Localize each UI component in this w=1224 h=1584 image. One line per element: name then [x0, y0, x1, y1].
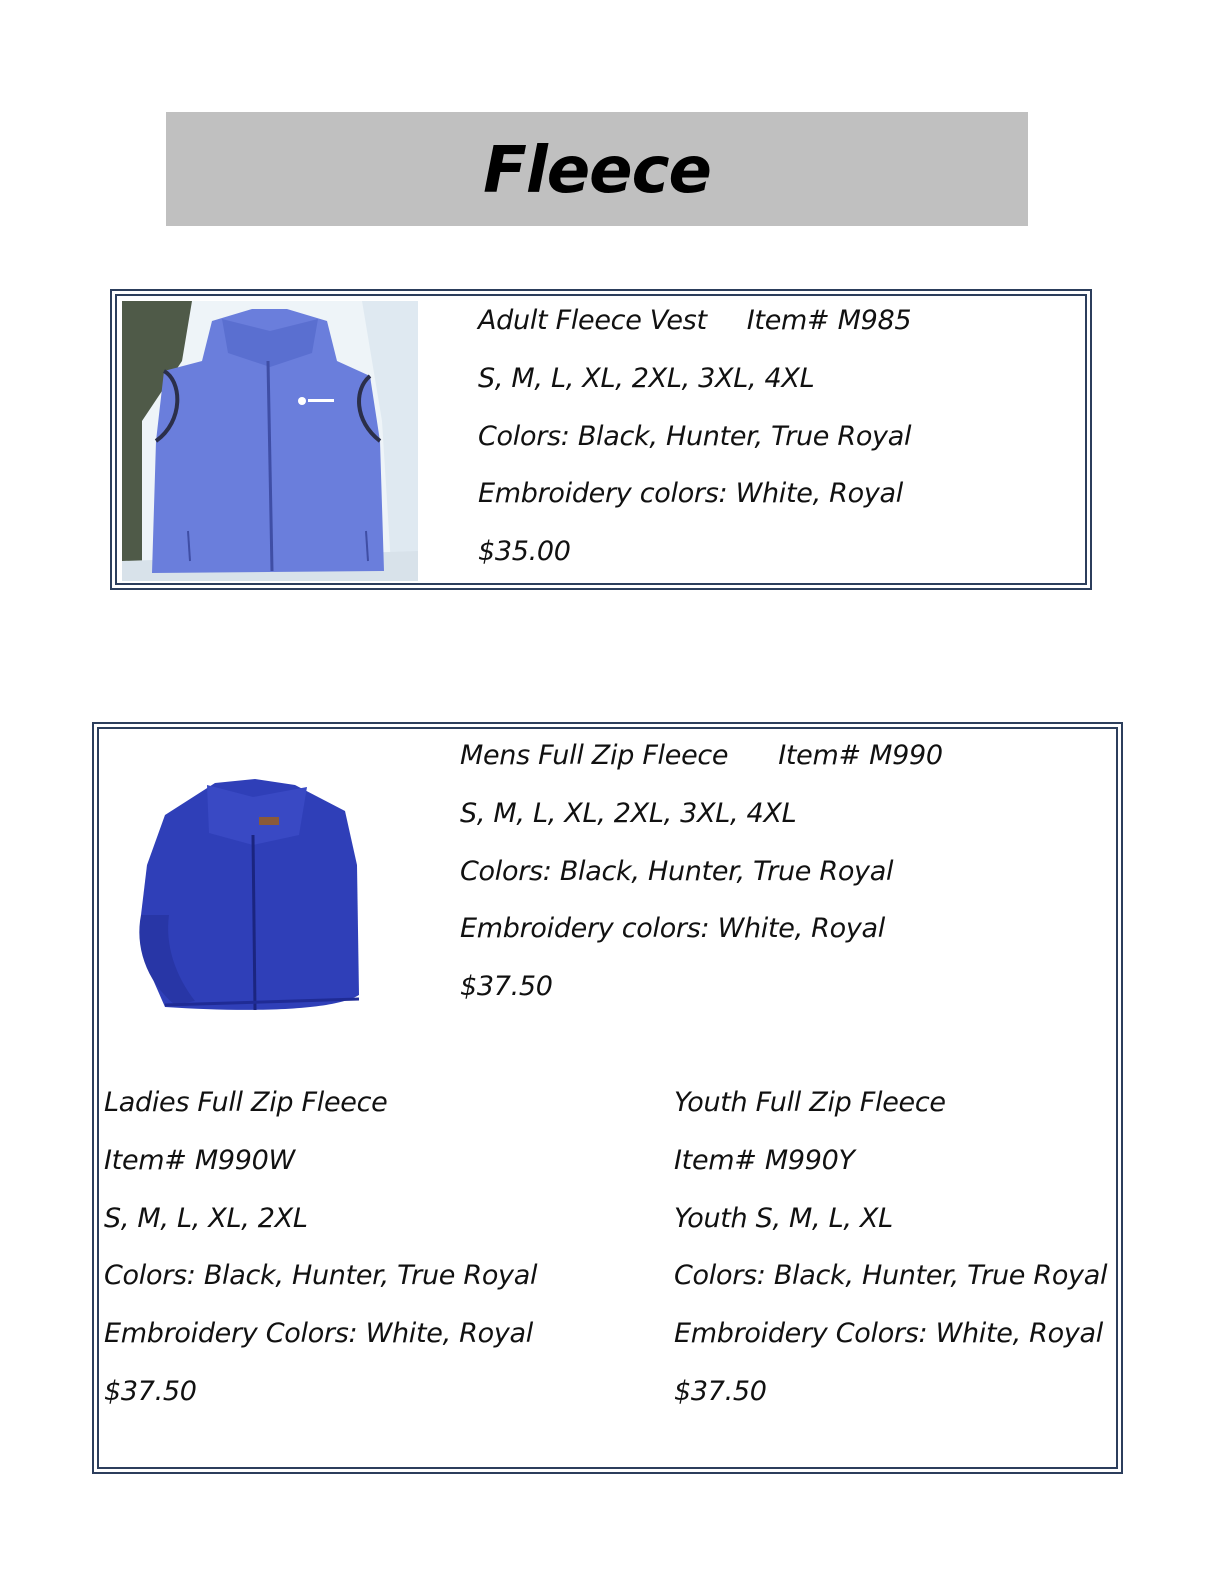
youth-details	[674, 1074, 1107, 1421]
mens-title-line	[460, 727, 943, 785]
mens-price: $37.50	[460, 971, 553, 1003]
vest-details	[478, 292, 911, 581]
vest-title-line	[478, 292, 911, 350]
mens-details	[460, 727, 943, 1016]
fleece-jacket-photo	[135, 775, 365, 1020]
ladies-details	[104, 1074, 537, 1421]
vest-name: Adult Fleece Vest	[478, 305, 707, 336]
mens-embroidery: Embroidery colors: White, Royal	[460, 913, 885, 945]
mens-colors: Colors: Black, Hunter, True Royal	[460, 855, 894, 887]
vest-colors: Colors: Black, Hunter, True Royal	[478, 420, 912, 452]
ladies-name: Ladies Full Zip Fleece	[104, 1087, 388, 1118]
mens-sizes: S, M, L, XL, 2XL, 3XL, 4XL	[460, 797, 797, 829]
ladies-price: $37.50	[104, 1375, 197, 1407]
youth-embroidery: Embroidery Colors: White, Royal	[674, 1318, 1103, 1350]
youth-name: Youth Full Zip Fleece	[674, 1087, 946, 1118]
vest-item-number: Item# M985	[746, 305, 912, 336]
mens-name: Mens Full Zip Fleece	[460, 740, 729, 771]
mens-item-number: Item# M990	[778, 740, 943, 771]
vest-sizes: S, M, L, XL, 2XL, 3XL, 4XL	[478, 362, 815, 394]
page-title: Fleece	[483, 134, 711, 208]
vest-price: $35.00	[478, 536, 571, 568]
ladies-sizes: S, M, L, XL, 2XL	[104, 1202, 308, 1234]
youth-sizes: Youth S, M, L, XL	[674, 1202, 893, 1234]
ladies-colors: Colors: Black, Hunter, True Royal	[104, 1260, 538, 1292]
youth-colors: Colors: Black, Hunter, True Royal	[674, 1260, 1108, 1292]
ladies-item-number: Item# M990W	[104, 1144, 295, 1176]
ladies-embroidery: Embroidery Colors: White, Royal	[104, 1318, 533, 1350]
youth-item-number: Item# M990Y	[674, 1144, 855, 1176]
fleece-vest-photo	[122, 301, 418, 581]
title-banner	[166, 112, 1028, 226]
youth-price: $37.50	[674, 1375, 767, 1407]
vest-embroidery: Embroidery colors: White, Royal	[478, 478, 903, 510]
